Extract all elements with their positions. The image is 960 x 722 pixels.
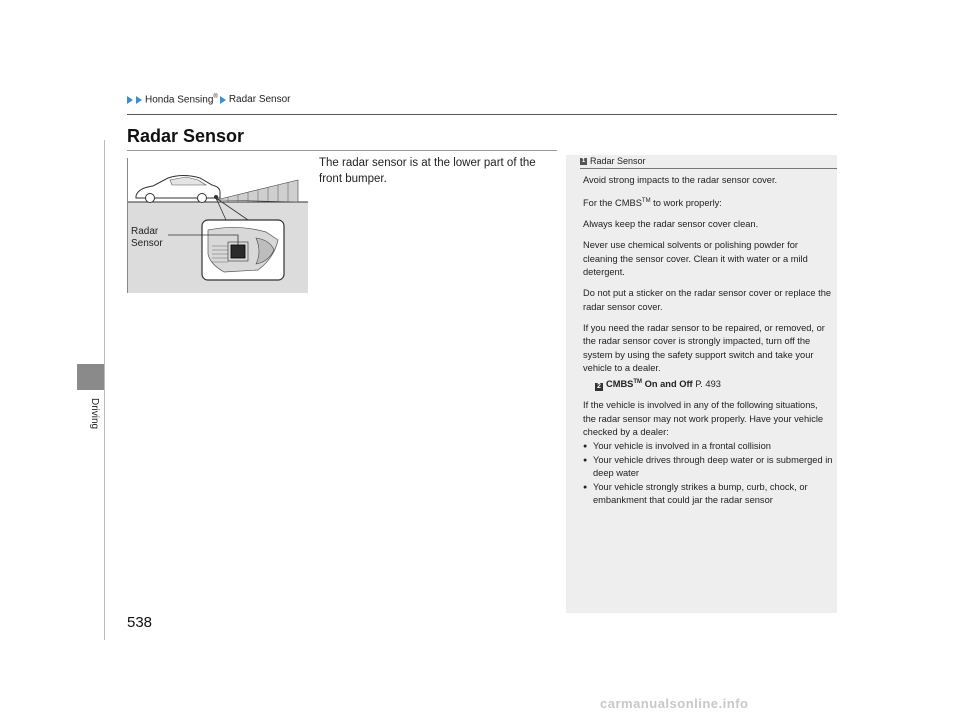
list-item: ● Your vehicle strongly strikes a bump, curb, chock, or embankment that could jar the radar sensor bbox=[583, 481, 833, 508]
breadcrumb-item-honda-sensing[interactable]: Honda Sensing® bbox=[145, 94, 218, 106]
header-divider bbox=[127, 114, 837, 115]
note-heading: 1 Radar Sensor bbox=[581, 156, 646, 166]
note-bullet-list bbox=[583, 440, 833, 508]
page-title: Radar Sensor bbox=[127, 126, 245, 146]
reference-arrow-icon: 2 bbox=[595, 383, 603, 391]
arrow-right-icon bbox=[136, 96, 142, 104]
title-divider bbox=[127, 150, 557, 151]
watermark: carmanualsonline.info bbox=[600, 696, 749, 711]
cross-reference-link[interactable]: 2 CMBS™ On and Off P. 493 bbox=[583, 376, 833, 392]
list-item: ● Your vehicle is involved in a frontal collision bbox=[583, 440, 833, 454]
page-number: 538 bbox=[127, 614, 153, 631]
note-paragraph: Never use chemical solvents or polishing powder for cleaning the sensor cover. Clean it with water or a mild detergent. bbox=[583, 240, 808, 278]
arrow-right-icon bbox=[220, 96, 226, 104]
note-paragraph: If the vehicle is involved in any of the following situations, the radar sensor may not work properly. Have your vehicle checked by a dealer: bbox=[583, 400, 824, 438]
breadcrumb bbox=[127, 94, 291, 105]
note-divider bbox=[580, 168, 837, 169]
breadcrumb-item-radar-sensor: Radar Sensor bbox=[228, 94, 291, 106]
margin-divider bbox=[104, 140, 105, 640]
list-item: ● Your vehicle drives through deep water or is submerged in deep water bbox=[583, 454, 833, 481]
chapter-label: Driving bbox=[89, 398, 100, 430]
note-paragraph: Avoid strong impacts to the radar sensor cover. bbox=[583, 175, 778, 185]
note-paragraph: If you need the radar sensor to be repaired, or removed, or the radar sensor cover is strongly impacted, turn off the system by using the safety support switch and take your vehicle to a dealer. bbox=[583, 322, 825, 374]
note-paragraph: Always keep the radar sensor cover clean. bbox=[583, 219, 759, 230]
chapter-tab bbox=[77, 364, 105, 390]
note-paragraph: Do not put a sticker on the radar sensor cover or replace the radar sensor cover. bbox=[583, 288, 832, 312]
intro-text: The radar sensor is at the lower part of the front bumper. bbox=[319, 157, 536, 185]
note-badge: 1 bbox=[581, 157, 586, 164]
radar-sensor-callout: Radar Sensor bbox=[131, 226, 163, 249]
note-paragraph: For the CMBS™ to work properly: bbox=[583, 198, 722, 209]
note-body bbox=[583, 174, 833, 508]
arrow-right-icon bbox=[127, 96, 133, 104]
